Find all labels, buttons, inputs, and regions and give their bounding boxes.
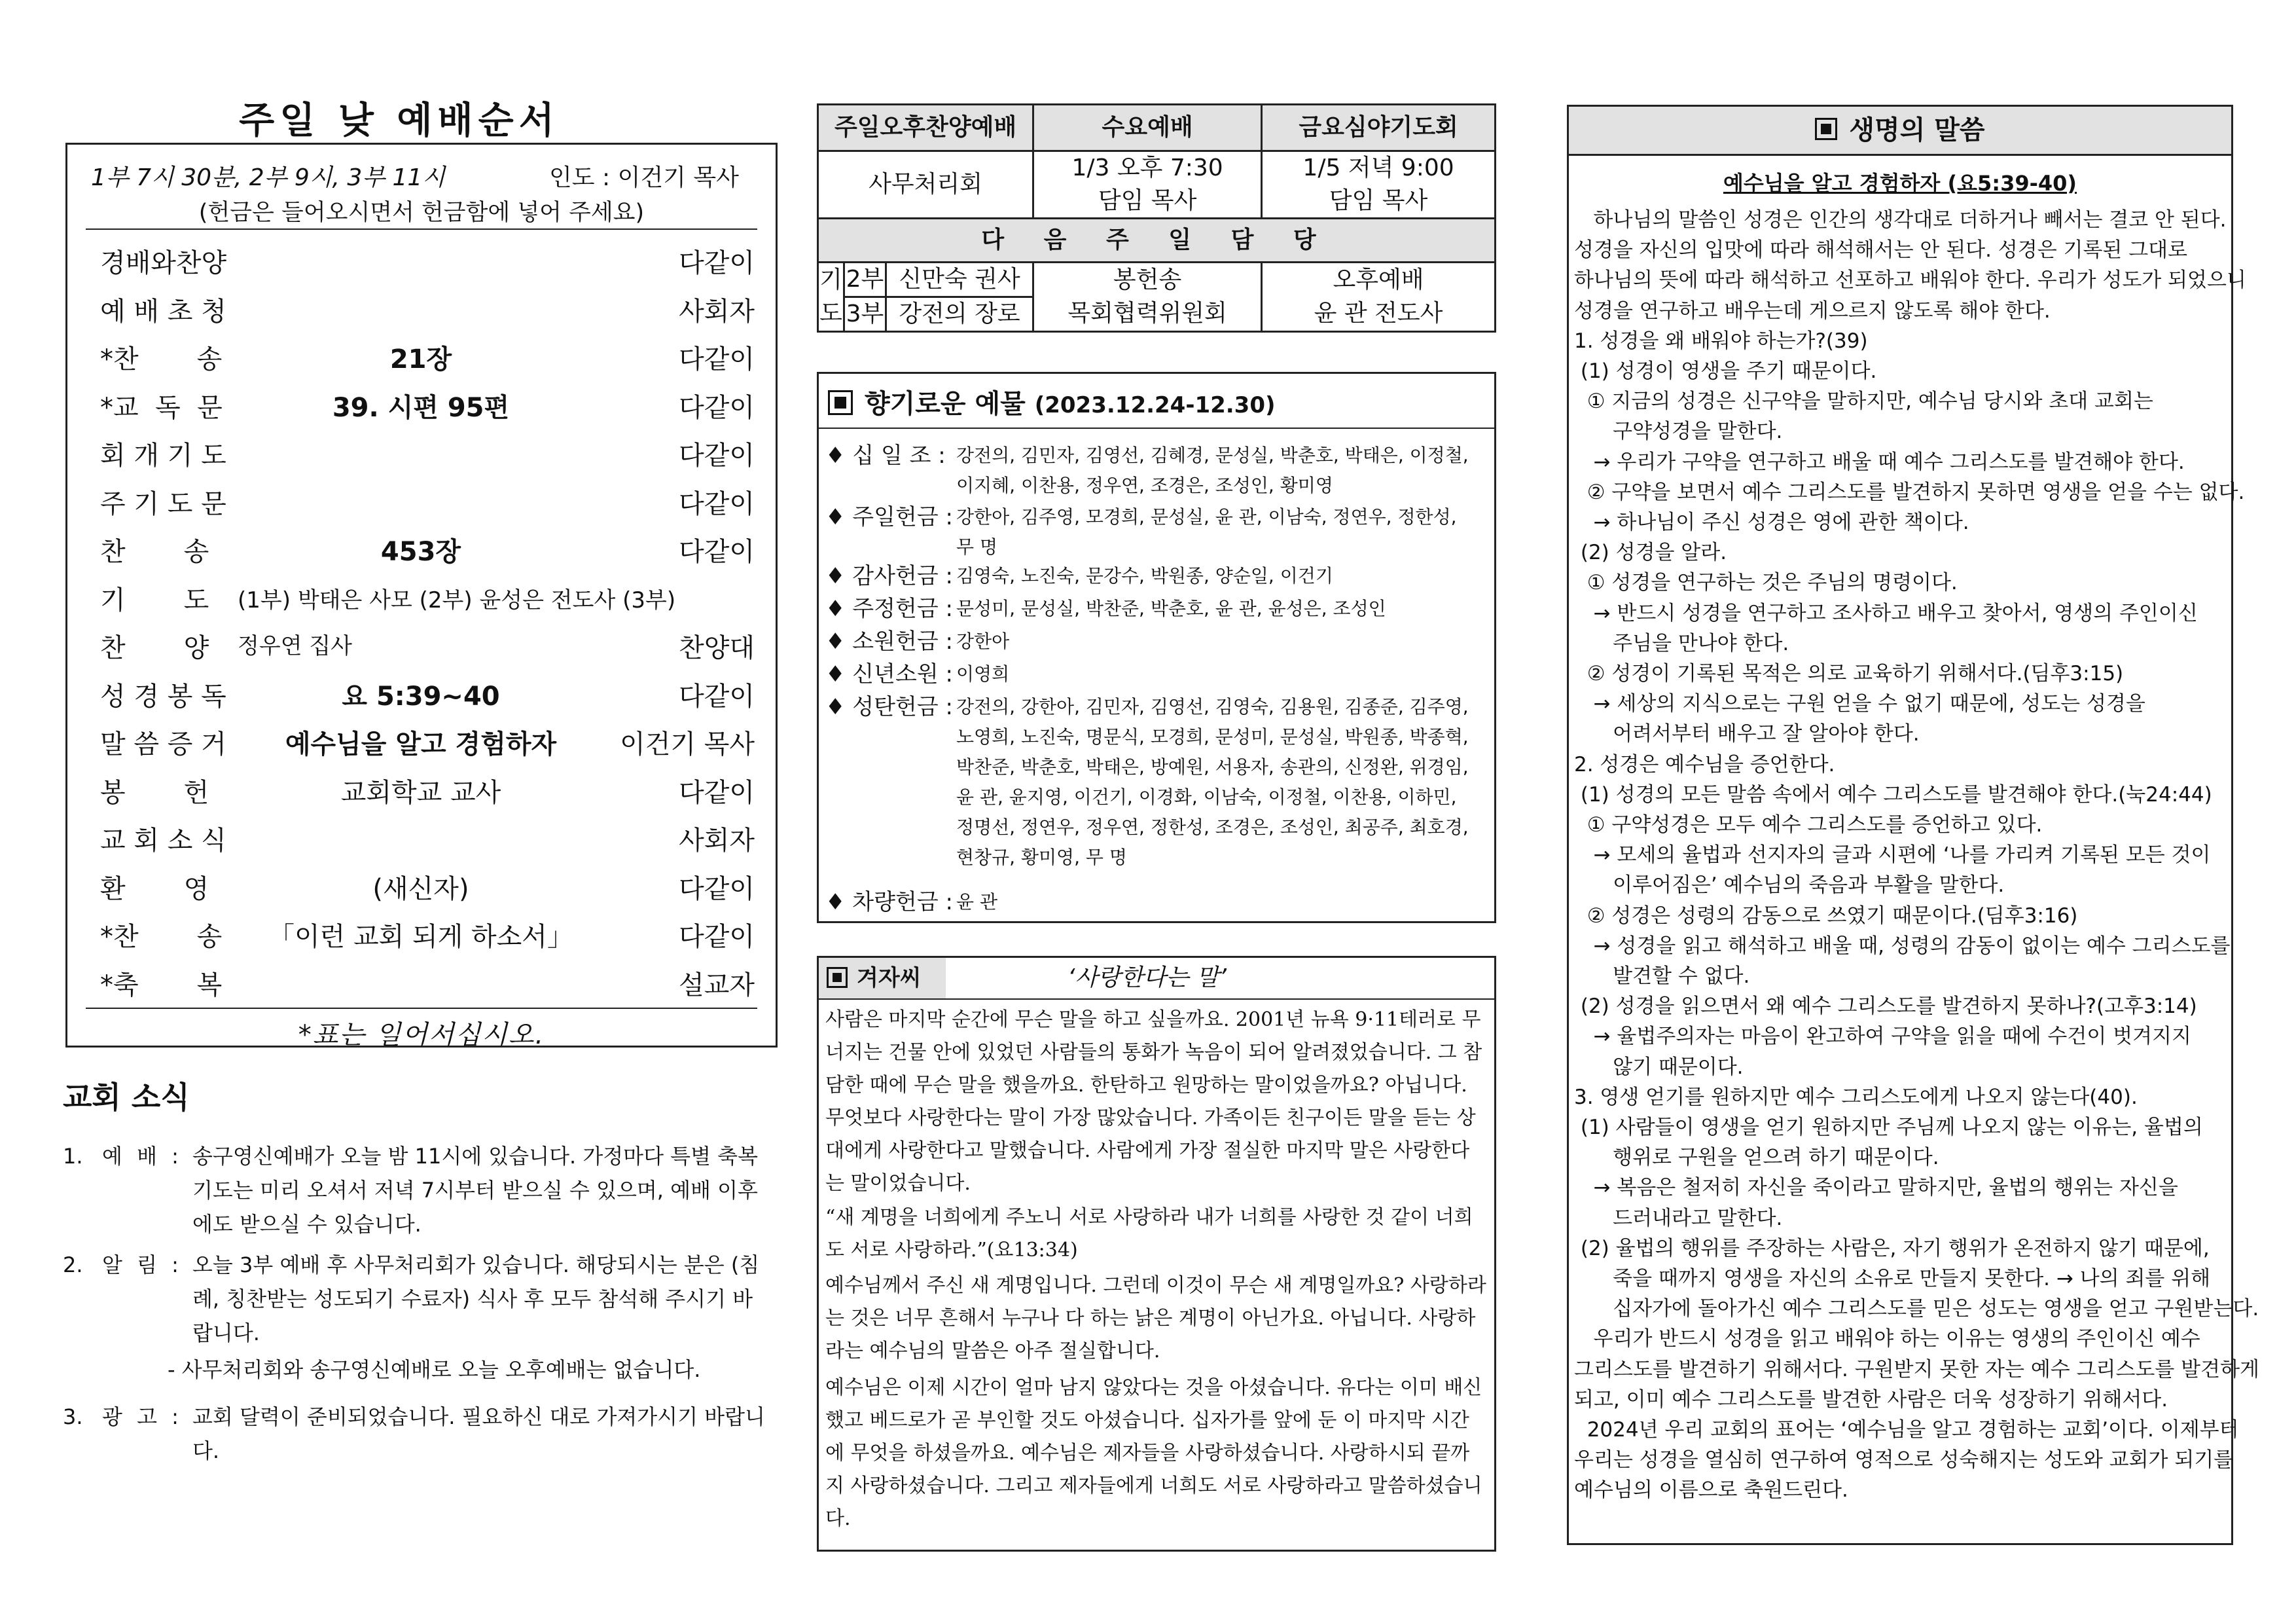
mustard-seed-column bbox=[817, 956, 1496, 1552]
sermon-line: → 우리가 구약을 연구하고 배울 때 예수 그리스도를 발견해야 한다. bbox=[1574, 450, 2185, 474]
sermon-line: → 율법주의자는 마음이 완고하여 구약을 읽을 때에 수건이 벗겨지지 bbox=[1574, 1025, 2191, 1049]
offering-names: 강한아 bbox=[956, 630, 1010, 652]
offering-song-title: 봉헌송 bbox=[1033, 263, 1262, 297]
news-title: 교회 소식 bbox=[63, 1080, 190, 1115]
header-wednesday: 수요예배 bbox=[1033, 105, 1262, 151]
sermon-line: ② 성경은 성령의 감동으로 쓰였기 때문이다.(딤후3:16) bbox=[1574, 903, 2078, 928]
sermon-line: 드러내라고 말한다. bbox=[1574, 1206, 1783, 1230]
sermon-line: ② 성경이 기록된 목적은 의로 교육하기 위해서다.(딤후3:15) bbox=[1574, 662, 2124, 685]
order-item-content: 21장 bbox=[389, 344, 452, 374]
news-text: 송구영신예배가 오늘 밤 11시에 있습니다. 가정마다 특별 축복기도는 미리 오셔서 저녁 7시부터 받으실 수 있으며, 예배 이후에도 받으실 수 있습니다. bbox=[192, 1144, 758, 1237]
order-item-name: 찬 송 bbox=[100, 537, 209, 567]
order-item-lead: 다같이 bbox=[679, 441, 755, 471]
news-kind: 알 림 : bbox=[102, 1252, 183, 1277]
order-row bbox=[94, 625, 755, 671]
sermon-line: 발견할 수 없다. bbox=[1574, 964, 1750, 988]
offering-label: ♦ 감사헌금 : bbox=[825, 563, 953, 589]
divider bbox=[86, 1008, 757, 1009]
sermon-line: 3. 영생 얻기를 원하지만 예수 그리스도에게 나오지 않는다(40). bbox=[1574, 1085, 2138, 1109]
sermon-line: → 세상의 지식으로는 구원 얻을 수 없기 때문에, 성도는 성경을 bbox=[1574, 692, 2145, 716]
column-tag-text: 겨자씨 bbox=[857, 965, 922, 991]
sermon-line: 우리는 성경을 열심히 연구하여 영적으로 성숙해지는 성도와 교회가 되기를 bbox=[1574, 1448, 2234, 1472]
column-paragraph: “새 계명을 너희에게 주노니 서로 사랑하라 내가 너희를 사랑한 것 같이 너희도 서로 사랑하라.”(요13:34) bbox=[825, 1206, 1473, 1262]
order-item-lead: 다같이 bbox=[679, 681, 755, 712]
sermon-line: (2) 율법의 행위를 주장하는 사람은, 자기 행위가 온전하지 않기 때문에, bbox=[1574, 1236, 2210, 1260]
sermon-line: ① 지금의 성경은 신구약을 말하지만, 예수님 당시와 초대 교회는 bbox=[1574, 390, 2153, 414]
order-item-content: 요 5:39~40 bbox=[342, 681, 500, 712]
order-item-lead: 다같이 bbox=[679, 537, 755, 567]
order-row bbox=[94, 866, 755, 912]
sermon-line: ② 구약을 보면서 예수 그리스도를 발견하지 못하면 영생을 얻을 수는 없다. bbox=[1574, 480, 2245, 504]
order-row bbox=[94, 721, 755, 767]
order-item-name: *교 독 문 bbox=[100, 392, 223, 423]
order-item-content: 453장 bbox=[380, 537, 461, 567]
order-item-name: 주 기 도 문 bbox=[100, 488, 226, 519]
order-item-name: 교 회 소 식 bbox=[100, 826, 226, 856]
offering-names: 김영숙, 노진숙, 문강수, 박원종, 양순일, 이건기 bbox=[956, 565, 1333, 587]
divider bbox=[86, 228, 757, 230]
order-row bbox=[94, 770, 755, 816]
order-item-lead: 다같이 bbox=[679, 873, 755, 904]
offering-names: 문성미, 문성실, 박찬준, 박춘호, 윤 관, 윤성은, 조성인 bbox=[956, 598, 1386, 619]
news-text: 교회 달력이 준비되었습니다. 필요하신 대로 가져가시기 바랍니다. bbox=[192, 1404, 765, 1463]
column-paragraph: 예수님께서 주신 새 계명입니다. 그런데 이것이 무슨 새 계명일까요? 사랑하라는 것은 너무 흔해서 누구나 다 하는 낡은 계명이 아닌가요. 아닙니다. 사랑하라는 예수님의 말씀은 아주 절실합니다. bbox=[825, 1274, 1486, 1362]
sermon-subtitle: 예수님을 알고 경험하자 (요5:39-40) bbox=[1723, 171, 2077, 196]
news-number: 2. bbox=[63, 1252, 83, 1277]
order-row bbox=[94, 385, 755, 431]
order-item-name: 회 개 기 도 bbox=[100, 441, 226, 471]
news-text: - 사무처리회와 송구영신예배로 오늘 오후예배는 없습니다. bbox=[168, 1357, 701, 1382]
offering-names: 윤 관 bbox=[956, 891, 997, 913]
prayer-label-2: 도 bbox=[818, 297, 844, 332]
service-times bbox=[91, 159, 752, 192]
prayer-part-3: 3부 bbox=[844, 297, 886, 332]
friday-time: 1/5 저녁 9:00 bbox=[1262, 151, 1496, 185]
sermon-line: 주님을 만나야 한다. bbox=[1574, 631, 1789, 655]
sermon-line: 구약성경을 말한다. bbox=[1574, 420, 1783, 444]
divider bbox=[819, 428, 1494, 429]
next-week-title: 다 음 주 일 담 당 bbox=[818, 219, 1496, 263]
offering-label: ♦ 소원헌금 : bbox=[825, 629, 953, 655]
column-header bbox=[819, 958, 1494, 1000]
order-item-content: 「이런 교회 되게 하소서」 bbox=[268, 922, 573, 952]
friday-leader: 담임 목사 bbox=[1262, 185, 1496, 219]
order-row bbox=[94, 529, 755, 575]
order-item-lead: 사회자 bbox=[679, 296, 755, 327]
order-item-name: 예 배 초 청 bbox=[100, 296, 226, 327]
sermon-line: → 복음은 철저히 자신을 죽이라고 말하지만, 율법의 행위는 자신을 bbox=[1574, 1176, 2178, 1200]
column-paragraph: 사람은 마지막 순간에 무슨 말을 하고 싶을까요. 2001년 뉴욕 9·11테러로 무너지는 건물 안에 있었던 사람들의 통화가 녹음이 되어 알려졌었습니다. 그 참담한 때에 무슨 말을 했을까요. 한탄하고 원망하는 말이었을까요? 아닙니다. 무엇보다 사랑한다는 말이 가장 많았습니다. 가족이든 친구이든 말을 듣는 상대에게 사랑한다고 말했습니다. 사람에게 가장 절실한 마지막 말은 사랑한다는 말이었습니다. bbox=[825, 1008, 1482, 1195]
sermon-line: (1) 성경의 모든 말씀 속에서 예수 그리스도를 발견해야 한다.(눅24:44) bbox=[1574, 782, 2212, 807]
order-item-lead: 이건기 목사 bbox=[620, 729, 755, 759]
sermon-line: 2. 성경은 예수님을 증언한다. bbox=[1574, 752, 1835, 776]
sermon-line: → 하나님이 주신 성경은 영에 관한 책이다. bbox=[1574, 511, 1969, 534]
order-item-content: (새신자) bbox=[372, 873, 469, 904]
sermon-header bbox=[1569, 107, 2231, 156]
column-tag bbox=[819, 958, 946, 998]
sermon-line: 죽을 때까지 영생을 자신의 소유로 만들지 못한다. → 나의 죄를 위해 bbox=[1574, 1267, 2211, 1290]
order-item-lead: 다같이 bbox=[679, 344, 755, 374]
sermon-box bbox=[1567, 105, 2259, 1545]
sermon-line: 이루어짐은’ 예수님의 죽음과 부활을 말한다. bbox=[1574, 873, 2005, 898]
offering-label: ♦ 성탄헌금 : bbox=[825, 694, 953, 720]
offerings-title bbox=[828, 383, 1276, 420]
order-row bbox=[94, 240, 755, 286]
sermon-line: 되고, 이미 예수 그리스도를 발견한 사람은 더욱 성장하기 위해서다. bbox=[1574, 1387, 2168, 1412]
offering-names: 강한아, 김주영, 모경희, 문성실, 윤 관, 이남숙, 정연우, 정한성, 무 명 bbox=[956, 506, 1457, 558]
order-item-lead: 다같이 bbox=[679, 248, 755, 278]
wednesday-time: 1/3 오후 7:30 bbox=[1033, 151, 1262, 185]
order-row bbox=[94, 818, 755, 864]
offering-song-name: 목회협력위원회 bbox=[1033, 297, 1262, 332]
offering-label: ♦ 주정헌금 : bbox=[825, 596, 953, 622]
order-item-name: 말 씀 증 거 bbox=[100, 729, 226, 759]
sermon-line: 예수님의 이름으로 축원드린다. bbox=[1574, 1478, 1848, 1503]
order-item-lead: 다같이 bbox=[679, 777, 755, 808]
sunday-pm-value: 사무처리회 bbox=[818, 151, 1033, 219]
order-item-lead: 사회자 bbox=[679, 826, 755, 856]
order-row bbox=[94, 337, 755, 382]
sermon-line: 그리스도를 발견하기 위해서다. 구원받지 못한 자는 예수 그리스도를 발견하게 bbox=[1574, 1357, 2259, 1381]
order-row bbox=[94, 674, 755, 720]
prayer-name-2: 신만숙 권사 bbox=[886, 263, 1033, 297]
offering-label: ♦ 주일헌금 : bbox=[825, 504, 953, 530]
sermon-line: (2) 성경을 읽으면서 왜 예수 그리스도를 발견하지 못하나?(고후3:14) bbox=[1574, 994, 2197, 1019]
order-item-name: *찬 송 bbox=[100, 922, 223, 952]
prayer-part-2: 2부 bbox=[844, 263, 886, 297]
sermon-line: 2024년 우리 교회의 표어는 ‘예수님을 알고 경험하는 교회’이다. 이제부터 bbox=[1574, 1418, 2239, 1442]
sermon-line: → 반드시 성경을 연구하고 조사하고 배우고 찾아서, 영생의 주인이신 bbox=[1574, 601, 2198, 625]
sermon-line: 행위로 구원을 얻으려 하기 때문이다. bbox=[1574, 1146, 1939, 1170]
offerings-title-text: 향기로운 예물 bbox=[865, 389, 1026, 419]
order-item-content: (1부) 박태은 사모 (2부) 윤성은 전도사 (3부)정우연 집사 bbox=[238, 587, 676, 659]
order-item-name: 봉 헌 bbox=[100, 777, 209, 808]
order-item-name: 찬 양 bbox=[100, 633, 209, 663]
square-bullet-icon bbox=[1815, 118, 1837, 140]
news-kind: 예 배 : bbox=[102, 1144, 183, 1169]
sermon-line: → 모세의 율법과 선지자의 글과 시편에 ‘나를 가리켜 기록된 모든 것이 bbox=[1574, 843, 2211, 867]
sermon-line: 어려서부터 배우고 잘 알아야 한다. bbox=[1574, 722, 1920, 746]
offering-names: 강전의, 강한아, 김민자, 김영선, 김영숙, 김용원, 김종준, 김주영, 노영희, 노진숙, 명문식, 모경희, 문성미, 문성실, 박원종, 박종혁, 박찬준, 박춘호, 박태은, 방예원, 서용자, 송관의, 신정완, 위경임, 윤 관, 윤지영, 이건기, 이경화, 이남숙, 이정철, 이찬용, 이하민, 정명선, 정연우, 정우연, 정한성, 조경은, 조성인, 최공주, 최호경, 현창규, 황미영, 무 명 bbox=[956, 696, 1469, 868]
news-kind: 광 고 : bbox=[102, 1404, 183, 1429]
order-item-lead: 다같이 bbox=[679, 922, 755, 952]
sermon-header-text: 생명의 말씀 bbox=[1849, 115, 1985, 145]
square-bullet-icon bbox=[827, 967, 848, 988]
sermon-line: ① 성경을 연구하는 것은 주님의 명령이다. bbox=[1574, 571, 1958, 595]
header-sunday-pm: 주일오후찬양예배 bbox=[818, 105, 1033, 151]
order-item-name: 기 도 bbox=[100, 585, 209, 615]
sermon-line: 성경을 연구하고 배우는데 게으르지 않도록 해야 한다. bbox=[1574, 299, 2051, 323]
news-number: 3. bbox=[63, 1404, 83, 1429]
worship-order-box bbox=[65, 143, 778, 1048]
service-times-text: 1부 7시 30분, 2부 9시, 3부 11시 bbox=[91, 164, 446, 191]
order-row bbox=[94, 914, 755, 960]
prayer-name-3: 강전의 장로 bbox=[886, 297, 1033, 332]
order-item-lead: 다같이 bbox=[679, 488, 755, 519]
stand-note: *표는 일어서십시오. bbox=[298, 1020, 545, 1050]
sermon-line: 하나님의 뜻에 따라 해석하고 선포하고 배워야 한다. 우리가 성도가 되었으니 bbox=[1574, 268, 2246, 293]
square-bullet-icon bbox=[828, 390, 853, 415]
sermon-line: 하나님의 말씀인 성경은 인간의 생각대로 더하거나 빼서는 결코 안 된다. bbox=[1574, 208, 2227, 232]
afternoon-service-name: 윤 관 전도사 bbox=[1262, 297, 1496, 332]
order-item-content: 39. 시편 95편 bbox=[332, 392, 510, 423]
offerings-date: (2023.12.24-12.30) bbox=[1034, 392, 1276, 418]
offering-names: 강전의, 김민자, 김영선, 김혜경, 문성실, 박춘호, 박태은, 이정철, 이지혜, 이찬용, 정우연, 조경은, 조성인, 황미영 bbox=[956, 445, 1469, 496]
page-title: 주일 낮 예배순서 bbox=[239, 100, 560, 142]
order-item-name: *축 복 bbox=[100, 970, 223, 1000]
sermon-line: ① 구약성경은 모두 예수 그리스도를 증언하고 있다. bbox=[1574, 813, 2043, 837]
column-title: ‘사랑한다는 말’ bbox=[1067, 964, 1227, 991]
order-item-name: 성 경 봉 독 bbox=[100, 681, 226, 712]
order-item-lead: 찬양대 bbox=[679, 633, 755, 663]
sermon-line: 1. 성경을 왜 배워야 하는가?(39) bbox=[1574, 329, 1868, 353]
order-item-content: 교회학교 교사 bbox=[340, 777, 501, 808]
order-item-content: 예수님을 알고 경험하자 bbox=[285, 729, 557, 759]
order-item-name: 경배와찬양 bbox=[100, 248, 227, 278]
worship-leader: 인도 : 이건기 목사 bbox=[549, 164, 739, 191]
sermon-line: 우리가 반드시 성경을 읽고 배워야 하는 이유는 영생의 주인이신 예수 bbox=[1574, 1327, 2200, 1351]
afternoon-service-title: 오후예배 bbox=[1262, 263, 1496, 297]
news-number: 1. bbox=[63, 1144, 83, 1169]
order-row bbox=[94, 962, 755, 1008]
prayer-label-1: 기 bbox=[818, 263, 844, 297]
offering-label: ♦ 십 일 조 : bbox=[825, 443, 946, 469]
sermon-line: 성경을 자신의 입맛에 따라 해석해서는 안 된다. 성경은 기록된 그대로 bbox=[1574, 238, 2188, 263]
schedule-table bbox=[817, 103, 1496, 333]
header-friday: 금요심야기도회 bbox=[1262, 105, 1496, 151]
order-item-lead: 다같이 bbox=[679, 392, 755, 423]
order-row bbox=[94, 289, 755, 335]
sermon-line: (1) 사람들이 영생을 얻기 원하지만 주님께 나오지 않는 이유는, 율법의 bbox=[1574, 1116, 2203, 1139]
offering-label: ♦ 차량헌금 : bbox=[825, 889, 953, 915]
order-item-name: 환 영 bbox=[100, 873, 209, 904]
sermon-line: (2) 성경을 알라. bbox=[1574, 541, 1727, 565]
sermon-line: 십자가에 돌아가신 예수 그리스도를 믿은 성도는 영생을 얻고 구원받는다. bbox=[1574, 1297, 2259, 1321]
order-item-lead: 설교자 bbox=[679, 970, 755, 1000]
sermon-line: (1) 성경이 영생을 주기 때문이다. bbox=[1574, 359, 1877, 383]
wednesday-leader: 담임 목사 bbox=[1033, 185, 1262, 219]
order-row bbox=[94, 481, 755, 527]
column-paragraph: 예수님은 이제 시간이 얼마 남지 않았다는 것을 아셨습니다. 유다는 이미 배신했고 베드로가 곧 부인할 것도 아셨습니다. 십자가를 앞에 둔 이 마지막 시간에 무엇을 하셨을까요. 예수님은 제자들을 사랑하셨습니다. 사랑하시되 끝까지 사랑하셨습니다. 그리고 제자들에게 너희도 서로 사랑하라고 말씀하셨습니다. bbox=[825, 1376, 1482, 1530]
offering-label: ♦ 신년소원 : bbox=[825, 661, 953, 687]
order-row bbox=[94, 433, 755, 479]
order-item-name: *찬 송 bbox=[100, 344, 223, 374]
sermon-line: → 성경을 읽고 해석하고 배울 때, 성령의 감동이 없이는 예수 그리스도를 bbox=[1574, 934, 2231, 958]
offerings-box bbox=[817, 372, 1496, 923]
offering-note: (헌금은 들어오시면서 헌금함에 넣어 주세요) bbox=[198, 200, 645, 226]
offering-names: 이영희 bbox=[956, 663, 1010, 685]
sermon-line: 않기 때문이다. bbox=[1574, 1055, 1744, 1079]
news-text: 오늘 3부 예배 후 사무처리회가 있습니다. 해당되시는 분은 (침례, 칭찬받는 성도되기 수료자) 식사 후 모두 참석해 주시기 바랍니다. bbox=[192, 1252, 760, 1345]
